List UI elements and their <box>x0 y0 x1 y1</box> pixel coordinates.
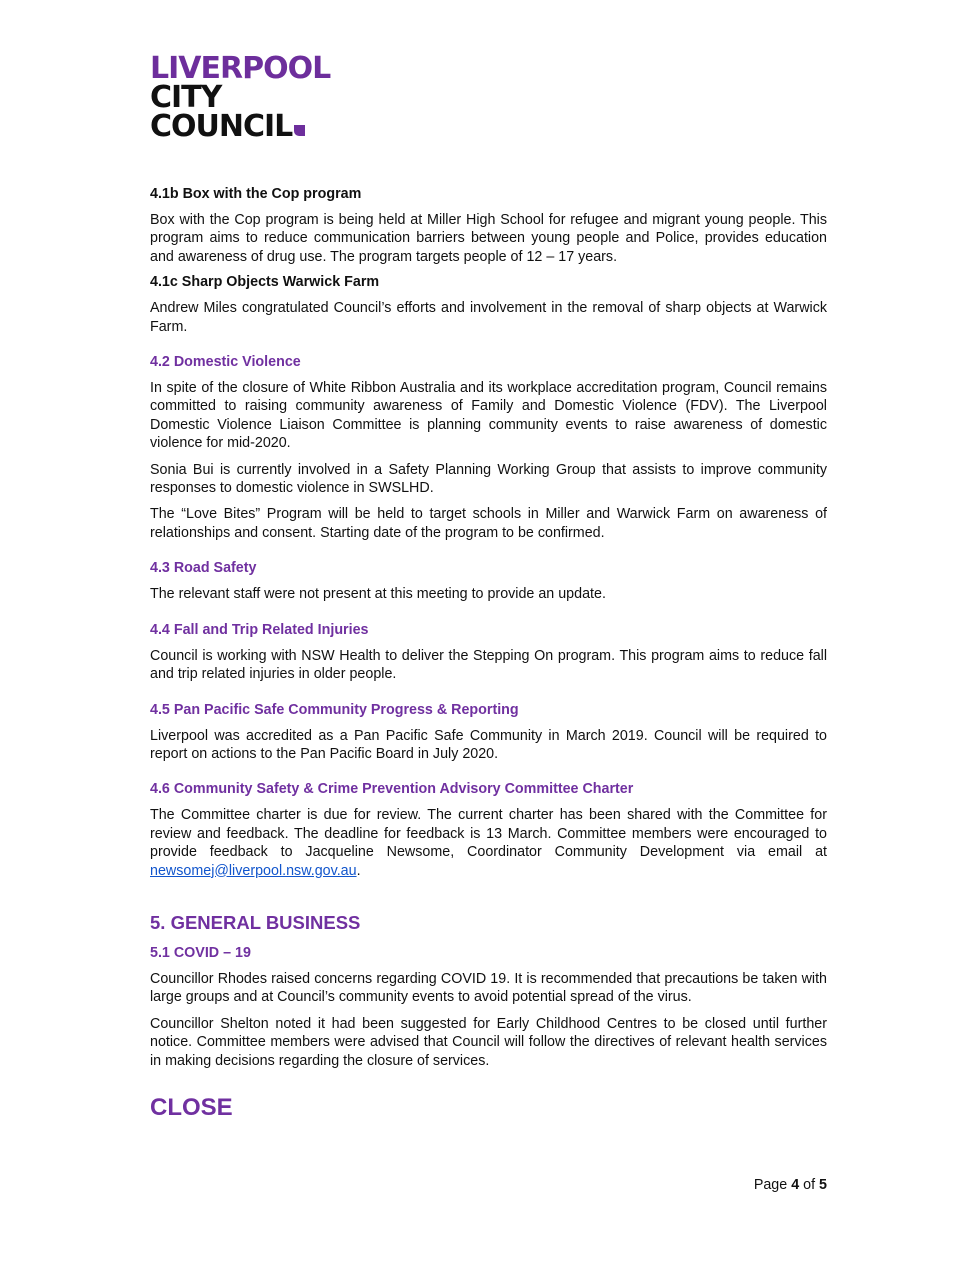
page-label: Page <box>753 1177 788 1193</box>
paragraph-4-3: The relevant staff were not present at this meeting to provide an update. <box>150 586 606 603</box>
heading-4-1b: 4.1b Box with the Cop program <box>150 186 362 202</box>
page-footer <box>754 1177 827 1193</box>
logo-line-1: LIVERPOOL <box>150 51 331 86</box>
paragraph-4-6-end: . <box>356 862 361 879</box>
paragraph-5-1-b: Councillor Shelton noted it had been suggested for Early Childhood Centres to be closed until further notice. Committee members were advised that Council will follow the directives of relevant health services in making decisions regarding the closure of services. <box>150 1015 827 1069</box>
heading-4-2: 4.2 Domestic Violence <box>150 354 301 371</box>
heading-4-5: 4.5 Pan Pacific Safe Community Progress & Reporting <box>150 701 519 718</box>
paragraph-4-1b: Box with the Cop program is being held at Miller High School for refugee and migrant young people. This program aims to reduce communication barriers between young people and Police, provides education and awareness of drug use. The program targets people of 12 – 17 years. <box>150 212 827 265</box>
page-current: 4 <box>791 1177 800 1193</box>
heading-4-4: 4.4 Fall and Trip Related Injuries <box>150 621 369 638</box>
paragraph-4-1c: Andrew Miles congratulated Council’s efforts and involvement in the removal of sharp objects at Warwick Farm. <box>150 300 827 335</box>
logo-line-3 <box>150 109 330 144</box>
logo-mark-icon <box>294 125 305 136</box>
paragraph-4-6 <box>150 806 827 880</box>
paragraph-4-2-a: In spite of the closure of White Ribbon Australia and its workplace accreditation program, Council remains committed to raising community awareness of Family and Domestic Violence (FDV). The Liverpool Domestic Violence Liaison Committee is planning community events to raise awareness of domestic violence for mid-2020. <box>150 380 827 452</box>
paragraph-4-4: Council is working with NSW Health to deliver the Stepping On program. This program aims to reduce fall and trip related injuries in older people. <box>150 647 827 683</box>
email-link[interactable]: newsomej@liverpool.nsw.gov.au <box>150 862 357 879</box>
heading-5-general-business: 5. GENERAL BUSINESS <box>150 911 361 933</box>
heading-close: CLOSE <box>150 1093 233 1121</box>
logo-line-3-text: COUNCIL <box>150 109 293 144</box>
paragraph-5-1-a: Councillor Rhodes raised concerns regarding COVID 19. It is recommended that precautions be taken with large groups and at Council’s community events to avoid potential spread of the virus. <box>150 970 827 1006</box>
paragraph-4-2-c: The “Love Bites” Program will be held to target schools in Miller and Warwick Farm on awareness of relationships and consent. Starting date of the program to be confirmed. <box>150 506 827 541</box>
heading-4-1c: 4.1c Sharp Objects Warwick Farm <box>150 274 380 291</box>
of-label: of <box>803 1177 816 1193</box>
paragraph-4-6-text: The Committee charter is due for review. The current charter has been shared with the Committee for review and feedback. The deadline for feedback is 13 March. Committee members were encouraged to provide feedback to Jacqueline Newsome, Coordinator Community Development via email at <box>150 807 827 861</box>
heading-4-6: 4.6 Community Safety & Crime Prevention Advisory Committee Charter <box>150 781 634 798</box>
heading-4-3: 4.3 Road Safety <box>150 560 257 577</box>
document-body <box>150 186 827 1122</box>
paragraph-4-2-b: Sonia Bui is currently involved in a Safety Planning Working Group that assists to improve community responses to domestic violence in SWSLHD. <box>150 461 827 497</box>
heading-5-1: 5.1 COVID – 19 <box>150 944 251 961</box>
paragraph-4-5: Liverpool was accredited as a Pan Pacific Safe Community in March 2019. Council will be required to report on actions to the Pan Pacific Board in July 2020. <box>150 727 827 762</box>
council-logo <box>150 51 331 144</box>
logo-line-2: CITY <box>150 80 222 115</box>
page-total: 5 <box>819 1177 827 1193</box>
